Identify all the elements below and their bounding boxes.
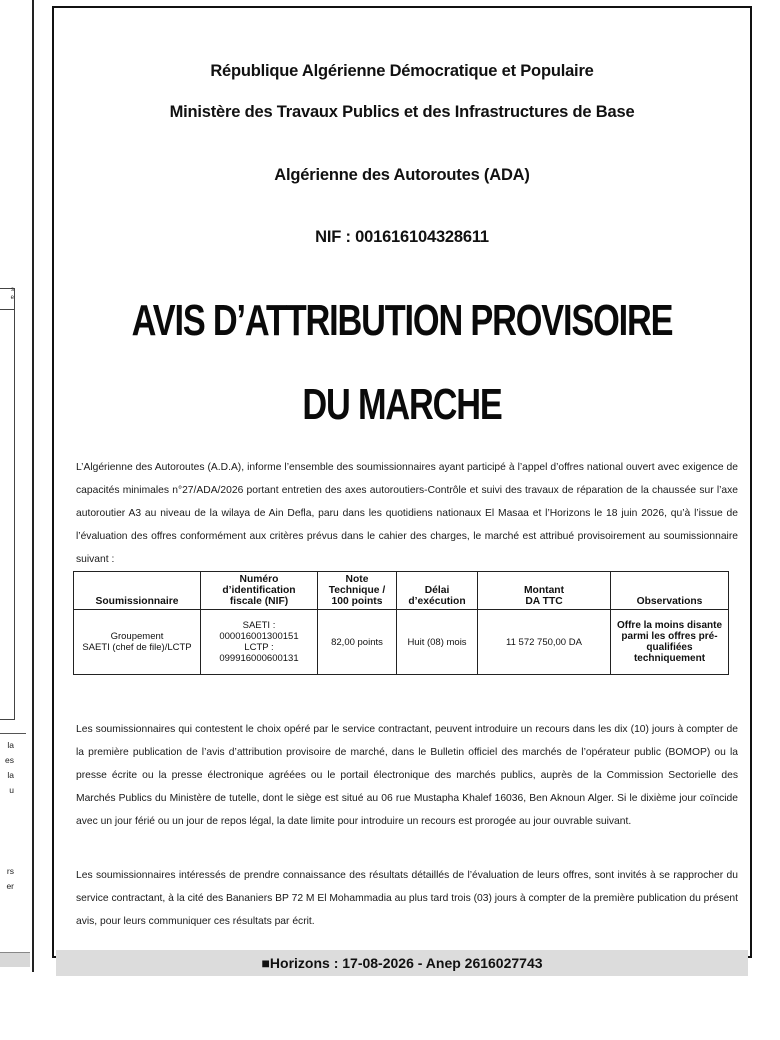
header-republic: République Algérienne Démocratique et Populaire bbox=[210, 62, 594, 80]
cell-delay: Huit (08) mois bbox=[397, 610, 478, 675]
col-header-observations: Observations bbox=[611, 572, 729, 610]
intro-paragraph: L’Algérienne des Autoroutes (A.D.A), informe l’ensemble des soumissionnaires ayant participé à l’appel d’offres national ouvert avec exigence de capacités minimales n°27/ADA/2026 portant entretien des axes autoroutiers-Contrôle et suivi des travaux de réparation de la chaussée sur l’axe autoroutier A3 au niveau de la wilaya de Ain Defla, paru dans les quotidiens nationaux El Masaa et l’Horizons le 18 juin 2026, qu’à l’issue de l’évaluation des offres conformément aux critères prévus dans le cahier des charges, le marché est attribué provisoirement au soumissionnaire suivant : bbox=[76, 462, 738, 565]
cell-amount: 11 572 750,00 DA bbox=[478, 610, 611, 675]
cell-nif: SAETI : 000016001300151 LCTP : 099916000600131 bbox=[201, 610, 318, 675]
table-row bbox=[74, 610, 729, 675]
adjacent-box-divider bbox=[0, 309, 14, 310]
header-nif: NIF : 001616104328611 bbox=[315, 228, 489, 246]
col-header-amount: Montant DA TTC bbox=[478, 572, 611, 610]
adjacent-column-rule bbox=[0, 733, 26, 734]
results-paragraph: Les soumissionnaires intéressés de prendre connaissance des résultats détaillés de l’évaluation de leurs offres, sont invités à se rapprocher du service contractant, à la cité des Bananiers BP 72 M El Mohammadia au plus tard trois (03) jours à compter de la première publication du présent avis, pour leurs communiquer ces résultats par écrit. bbox=[76, 870, 739, 927]
header-agency: Algérienne des Autoroutes (ADA) bbox=[274, 166, 530, 184]
notice-frame bbox=[52, 6, 752, 971]
col-header-technical-score: Note Technique / 100 points bbox=[318, 572, 397, 610]
recourse-paragraph: Les soumissionnaires qui contestent le choix opéré par le service contractant, peuvent introduire un recours dans les dix (10) jours à compter de la première publication de l’avis d’attribution provisoire de marché, dans le Bulletin officiel des marchés de l’opérateur public (BOMOP) ou la presse écrite ou la presse électronique agréées ou le portail électronique des marchés publics, auprès de la Commission Sectorielle des Marchés Publics du Ministère de tutelle, dont le siège est situé au 06 rue Mustapha Khalef 16036, Ben Aknoun Alger. Si le dixième jour coïncide avec un jour férié ou un jour de repos légal, la date limite pour introduire un recours est prorogée au jour ouvrable suivant. bbox=[76, 724, 738, 827]
cell-technical-score: 82,00 points bbox=[318, 610, 397, 675]
award-table bbox=[73, 571, 729, 675]
cell-bidder: Groupement SAETI (chef de file)/LCTP bbox=[74, 610, 201, 675]
cell-observations: Offre la moins disante parmi les offres pré-qualifiées techniquement bbox=[611, 610, 729, 675]
notice-title-line2: DU MARCHE bbox=[302, 380, 502, 429]
col-header-bidder: Soumissionnaire bbox=[74, 572, 201, 610]
award-table-header-row bbox=[74, 572, 729, 610]
adjacent-column-box bbox=[0, 288, 15, 720]
adjacent-footer-band bbox=[0, 952, 30, 967]
adjacent-text-fragment-bottom: rs er bbox=[6, 866, 14, 891]
adjacent-text-fragment-mid: la es la u bbox=[5, 740, 14, 795]
col-header-nif: Numéro d’identification fiscale (NIF) bbox=[201, 572, 318, 610]
notice-title-line1: AVIS D’ATTRIBUTION PROVISOIRE bbox=[131, 296, 673, 345]
header-ministry: Ministère des Travaux Publics et des Infrastructures de Base bbox=[169, 103, 635, 121]
publication-footer: ■Horizons : 17-08-2026 - Anep 2616027743 bbox=[56, 950, 748, 976]
col-header-delay: Délai d’exécution bbox=[397, 572, 478, 610]
adjacent-text-fragment-top: s e bbox=[10, 287, 14, 301]
